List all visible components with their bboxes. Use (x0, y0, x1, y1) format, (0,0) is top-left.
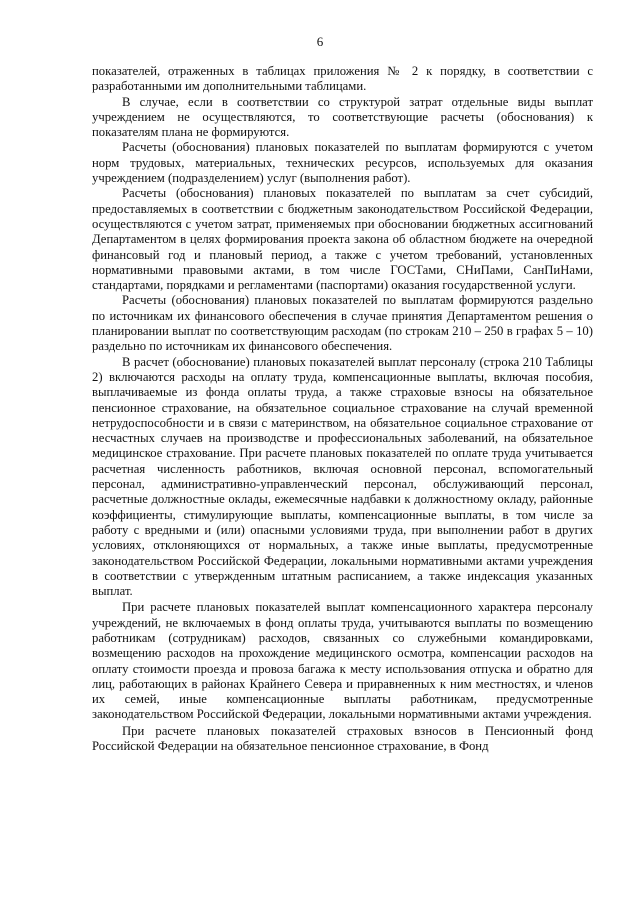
paragraph-personnel-payments: В расчет (обоснование) плановых показателей выплат персоналу (строка 210 Таблицы 2) включаются расходы на оплату труда, компенсационные выплаты, включая пособия, выплачиваемые из фонда оплаты труда, а также страховые взносы на обязательное пенсионное страхование, на обязательное социальное страхование на случай временной нетрудоспособности и в связи с материнством, на обязательное социальное страхование от несчастных случаев на производстве и профессиональных заболеваний, на обязательное медицинское страхование. При расчете плановых показателей по оплате труда учитывается расчетная численность работников, включая основной персонал, вспомогательный персонал, административно-управленческий персонал, обслуживающий персонал, расчетные должностные оклады, ежемесячные надбавки к должностному окладу, районные коэффициенты, стимулирующие выплаты, компенсационные выплаты, в том числе за работу с вредными и (или) опасными условиями труда, при выполнении работ в других условиях, отклоняющихся от нормальных, а также иные выплаты, предусмотренные законодательством Российской Федерации, локальными нормативными актами учреждения в соответствии с утвержденным штатным расписанием, а также индексация указанных выплат. (92, 354, 593, 599)
paragraph-funding-sources: Расчеты (обоснования) плановых показателей по выплатам формируются раздельно по источникам их финансового обеспечения в случае принятия Департаментом решения о планировании выплат по соответствующим расходам (по строкам 210 – 250 в графах 5 – 10) раздельно по источникам их финансового обеспечения. (92, 293, 593, 354)
paragraph-resource-norms: Расчеты (обоснования) плановых показателей по выплатам формируются с учетом норм трудовых, материальных, технических ресурсов, используемых для оказания учреждением (подразделением) услуг (выполнения работ). (92, 140, 593, 186)
document-body (92, 64, 593, 754)
paragraph-compensation-payments: При расчете плановых показателей выплат компенсационного характера персоналу учреждений, не включаемых в фонд оплаты труда, учитываются выплаты по возмещению работникам (сотрудникам) расходов, связанных со служебными командировками, возмещению расходов на прохождение медицинского осмотра, компенсации расходов на оплату стоимости проезда и провоза багажа к месту использования отпуска и обратно для лиц, работающих в районах Крайнего Севера и приравненных к ним местностях, и членов их семей, иные компенсационные выплаты работникам, предусмотренные законодательством Российской Федерации, локальными нормативными актами учреждения. (92, 600, 593, 722)
page-number: 6 (316, 34, 324, 49)
paragraph-insurance-contributions: При расчете плановых показателей страховых взносов в Пенсионный фонд Российской Федерации на обязательное пенсионное страхование, в Фонд (92, 723, 593, 754)
paragraph-subsidies: Расчеты (обоснования) плановых показателей по выплатам за счет субсидий, предоставляемых в соответствии с бюджетным законодательством Российской Федерации, осуществляются с учетом затрат, применяемых при обосновании бюджетных ассигнований Департаментом в целях формирования проекта закона об областном бюджете на очередной финансовый год и плановый период, а также с учетом требований, установленных нормативными правовыми актами, в том числе ГОСТами, СНиПами, СанПиНами, стандартами, порядками и регламентами (паспортами) оказания государственной услуги. (92, 186, 593, 293)
paragraph-no-expenses: В случае, если в соответствии со структурой затрат отдельные виды выплат учреждением не осуществляются, то соответствующие расчеты (обоснования) к показателям плана не формируются. (92, 94, 593, 140)
paragraph-continuation: показателей, отраженных в таблицах приложения № 2 к порядку, в соответствии с разработанными им дополнительными таблицами. (92, 64, 593, 94)
